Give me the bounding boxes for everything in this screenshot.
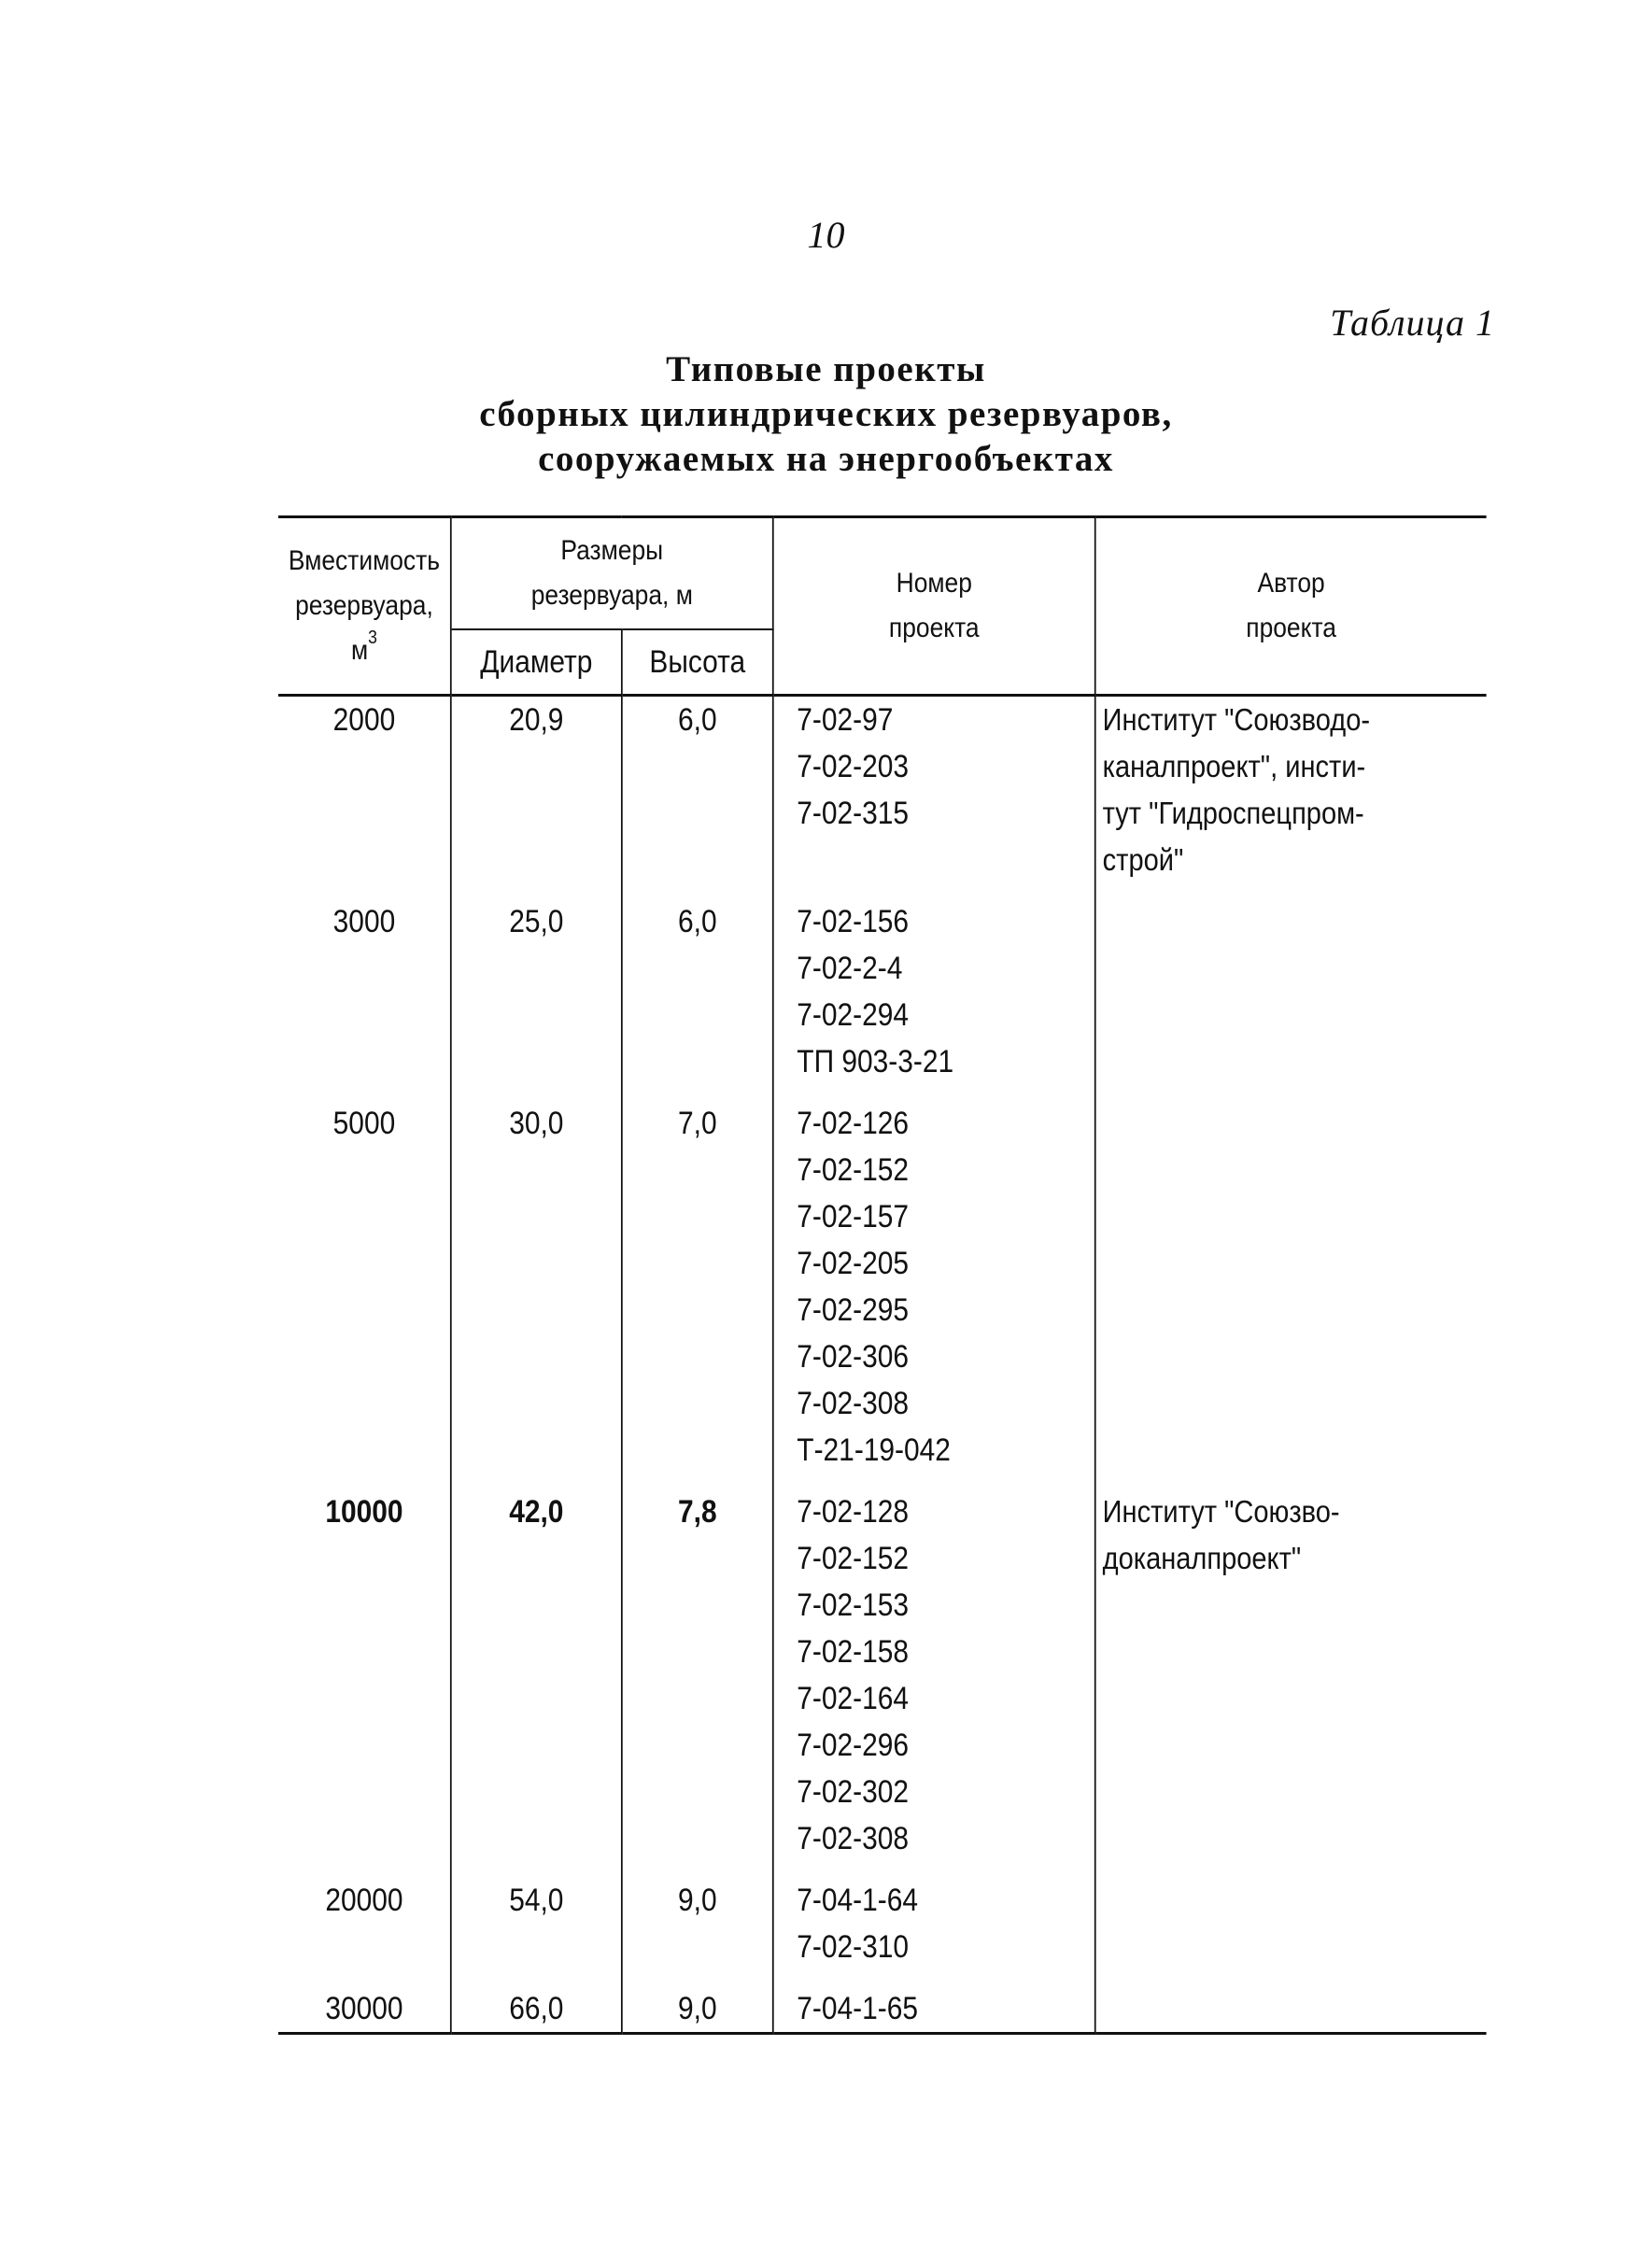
title-line-1: Типовые проекты	[666, 349, 986, 389]
header-dimensions	[451, 517, 773, 630]
author-line: доканалпроект"	[1102, 1541, 1302, 1575]
project-number: 7-02-152	[797, 1541, 910, 1576]
header-diameter: Диаметр	[451, 629, 622, 696]
cell-height: 7,8	[622, 1488, 773, 1877]
cell-height: 6,0	[622, 898, 773, 1100]
cell-author	[1095, 1877, 1487, 1985]
table-row	[278, 898, 1487, 1100]
header-dimensions-line-2: резервуара, м	[530, 580, 693, 611]
project-number: 7-02-158	[797, 1634, 910, 1670]
cell-diameter: 30,0	[451, 1100, 622, 1488]
project-number: 7-02-203	[797, 749, 910, 784]
cell-capacity: 30000	[278, 1985, 451, 2034]
table-title	[0, 347, 1652, 482]
cell-capacity: 20000	[325, 1883, 403, 1918]
author-line: Институт "Союзводо-	[1102, 702, 1371, 737]
table-row	[278, 1488, 1487, 1877]
cell-author	[1095, 696, 1487, 899]
project-number: 7-02-302	[797, 1774, 910, 1810]
project-number: 7-02-156	[797, 904, 910, 939]
header-capacity-line-2: резервуара,	[295, 590, 433, 621]
cell-diameter: 20,9	[451, 696, 622, 899]
project-number: 7-02-157	[797, 1199, 910, 1234]
project-number: 7-04-1-65	[797, 1991, 919, 2026]
header-dimensions-line-1: Размеры	[560, 535, 664, 566]
project-number: 7-02-2-4	[797, 951, 903, 986]
cell-height: 9,0	[622, 1877, 773, 1985]
header-capacity-line-3: $м^3$	[350, 628, 377, 666]
project-number: 7-02-306	[797, 1339, 910, 1375]
cell-author	[1095, 1488, 1487, 1877]
cell-capacity: 10000	[325, 1494, 403, 1530]
project-number: 7-02-128	[797, 1494, 910, 1530]
header-author	[1095, 517, 1487, 696]
author-line: каналпроект", инсти-	[1102, 749, 1366, 783]
project-number: 7-02-126	[797, 1106, 910, 1141]
header-capacity-line-1: Вместимость	[288, 545, 440, 576]
header-capacity-unit-sup: 3	[368, 628, 377, 648]
cell-height: 9,0	[622, 1985, 773, 2034]
cell-author	[1095, 1100, 1487, 1488]
project-number: 7-02-153	[797, 1587, 910, 1623]
header-author-line-2: проекта	[1246, 613, 1336, 643]
cell-projects	[773, 1488, 1095, 1877]
cell-projects	[773, 1877, 1095, 1985]
header-height: Высота	[622, 629, 773, 696]
header-project-number	[773, 517, 1095, 696]
author-line: строй"	[1102, 842, 1184, 877]
title-line-3: сооружаемых на энергообъектах	[538, 439, 1114, 479]
project-number: 7-02-296	[797, 1728, 910, 1763]
table-row	[278, 1100, 1487, 1488]
project-number: 7-02-205	[797, 1246, 910, 1281]
author-line: Институт "Союзво-	[1102, 1494, 1340, 1529]
header-author-line-1: Автор	[1257, 568, 1325, 599]
table-row	[278, 1877, 1487, 1985]
author-line: тут "Гидроспецпром-	[1102, 796, 1364, 830]
project-number: 7-02-295	[797, 1292, 910, 1328]
project-number: 7-02-97	[797, 702, 894, 738]
header-capacity	[278, 517, 451, 696]
title-line-2: сборных цилиндрических резервуаров,	[479, 394, 1173, 434]
cell-height: 7,0	[622, 1100, 773, 1488]
table-row	[278, 696, 1487, 899]
project-number: Т-21-19-042	[797, 1432, 951, 1468]
table-row	[278, 1985, 1487, 2034]
cell-diameter: 42,0	[451, 1488, 622, 1877]
project-number: 7-02-152	[797, 1152, 910, 1188]
cell-projects	[773, 898, 1095, 1100]
project-number: 7-02-164	[797, 1681, 910, 1716]
header-project-number-line-1: Номер	[896, 568, 972, 599]
cell-author	[1095, 1985, 1487, 2034]
cell-diameter: 25,0	[451, 898, 622, 1100]
project-number: 7-02-315	[797, 796, 910, 831]
cell-diameter: 54,0	[451, 1877, 622, 1985]
table-label: Таблица 1	[1330, 302, 1495, 344]
cell-capacity: 2000	[278, 696, 451, 899]
cell-capacity: 5000	[332, 1106, 396, 1141]
cell-diameter: 66,0	[451, 1985, 622, 2034]
project-number: 7-02-294	[797, 997, 910, 1033]
cell-height: 6,0	[622, 696, 773, 899]
cell-capacity: 3000	[332, 904, 396, 939]
cell-projects	[773, 696, 1095, 899]
cell-projects	[773, 1100, 1095, 1488]
tanks-table	[278, 515, 1487, 2035]
page-number: 10	[807, 214, 845, 256]
project-number: 7-04-1-64	[797, 1883, 919, 1918]
cell-author	[1095, 898, 1487, 1100]
header-project-number-line-2: проекта	[888, 613, 980, 643]
project-number: ТП 903-3-21	[797, 1044, 954, 1079]
project-number: 7-02-308	[797, 1386, 910, 1421]
project-number: 7-02-308	[797, 1821, 910, 1856]
project-number: 7-02-310	[797, 1929, 910, 1965]
cell-projects	[773, 1985, 1095, 2034]
